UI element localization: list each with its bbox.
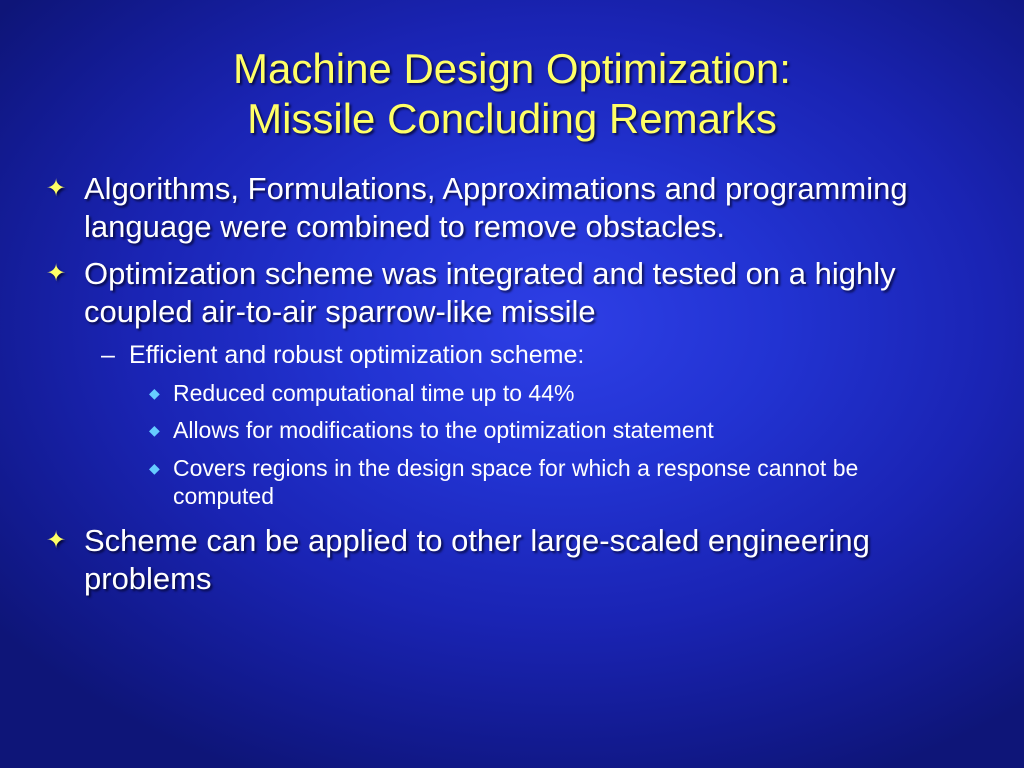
sub-sub-bullet-modifications xyxy=(0,416,1024,444)
diamond-bullet-icon: ◆ xyxy=(149,385,160,401)
slide-content xyxy=(0,170,1024,598)
slide-title xyxy=(0,44,1024,144)
bullet-item-algorithms xyxy=(0,170,1024,246)
diamond-bullet-icon: ◆ xyxy=(149,460,160,476)
sub-sub-bullet-text: Reduced computational time up to 44% xyxy=(173,380,575,406)
sub-bullet-text: Efficient and robust optimization scheme: xyxy=(129,341,585,369)
bullet-text: Algorithms, Formulations, Approximations and programming language were combined to remove obstacles. xyxy=(84,171,908,244)
sub-sub-bullet-covers-regions xyxy=(0,454,1024,510)
star-bullet-icon: ✦ xyxy=(46,527,67,554)
title-line-1: Machine Design Optimization: xyxy=(233,45,791,92)
bullet-item-large-scaled xyxy=(0,522,1024,598)
diamond-bullet-icon: ◆ xyxy=(149,422,160,438)
sub-sub-bullet-text: Covers regions in the design space for which a response cannot be computed xyxy=(173,455,859,509)
sub-bullet-efficient-robust xyxy=(0,340,1024,371)
bullet-item-optimization-scheme xyxy=(0,255,1024,331)
bullet-text: Scheme can be applied to other large-scaled engineering problems xyxy=(84,523,870,596)
star-bullet-icon: ✦ xyxy=(46,260,67,287)
title-line-2: Missile Concluding Remarks xyxy=(247,95,777,142)
dash-bullet-icon: – xyxy=(101,341,115,369)
sub-sub-bullet-reduced-time xyxy=(0,379,1024,407)
star-bullet-icon: ✦ xyxy=(46,175,67,202)
sub-sub-bullet-text: Allows for modifications to the optimization statement xyxy=(173,417,714,443)
bullet-text: Optimization scheme was integrated and tested on a highly coupled air-to-air sparrow-like missile xyxy=(84,256,896,329)
